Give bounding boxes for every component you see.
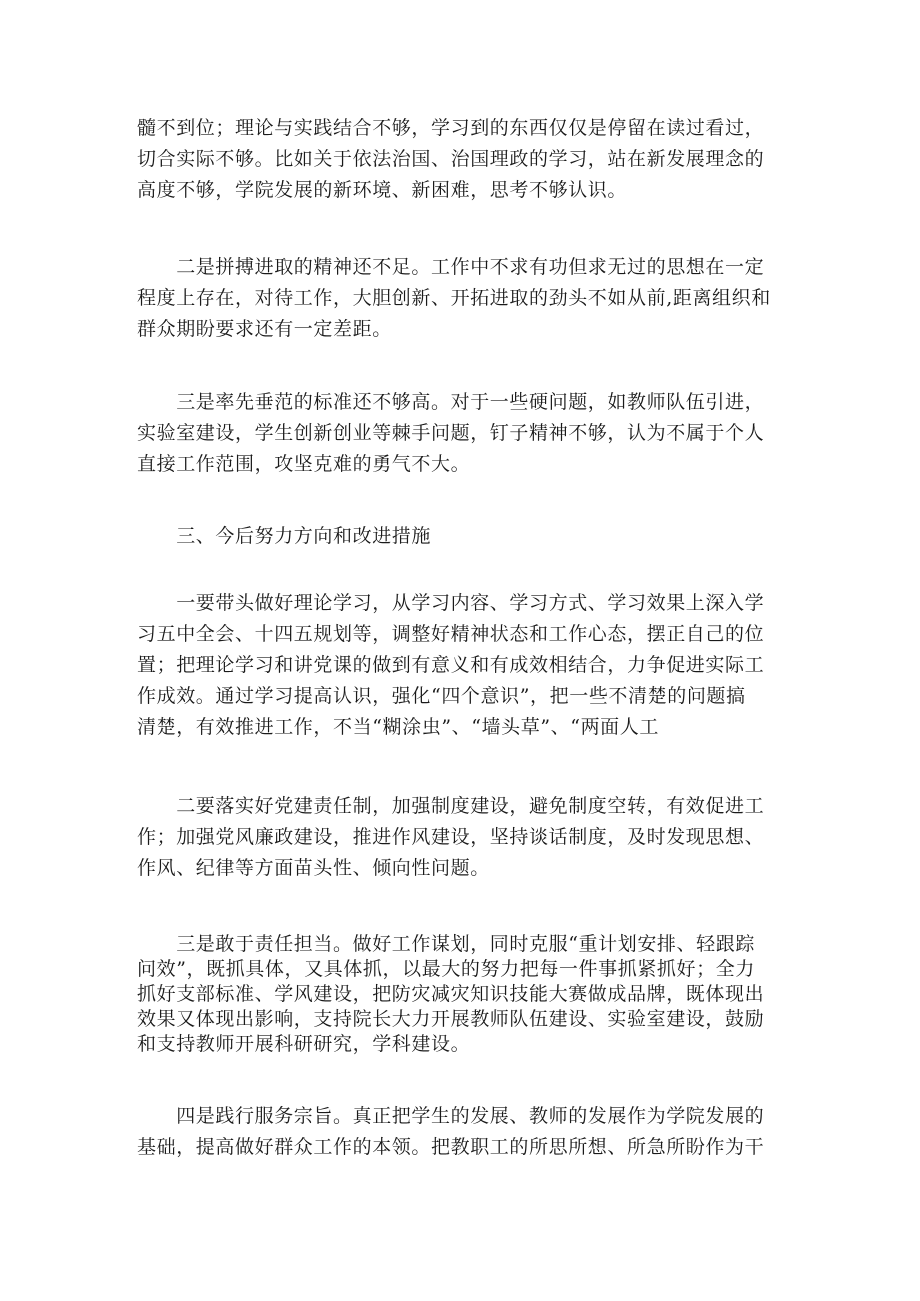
paragraph-line: 效果又体现出影响，支持院长大力开展教师队伍建设、实验室建设，鼓励 bbox=[137, 1008, 765, 1030]
paragraph-line: 切合实际不够。比如关于依法治国、治国理政的学习，站在新发展理念的 bbox=[137, 148, 765, 170]
paragraph-line: 实验室建设，学生创新创业等棘手问题，钉子精神不够，认为不属于个人 bbox=[137, 422, 765, 444]
paragraph-leading-example bbox=[137, 387, 797, 480]
paragraph-service-purpose bbox=[137, 1101, 797, 1163]
paragraph-take-responsibility bbox=[137, 932, 797, 1057]
paragraph-line: 一要带头做好理论学习，从学习内容、学习方式、学习效果上深入学 bbox=[137, 592, 765, 614]
paragraph-line: 问效”，既抓具体，又具体抓，以最大的努力把每一件事抓紧抓好；全力 bbox=[137, 958, 755, 980]
paragraph-line: 高度不够，学院发展的新环境、新困难，思考不够认识。 bbox=[137, 179, 628, 201]
paragraph-party-responsibility bbox=[137, 791, 797, 884]
paragraph-line: 作风、纪律等方面苗头性、倾向性问题。 bbox=[137, 857, 490, 879]
paragraph-line: 基础，提高做好群众工作的本领。把教职工的所思所想、所急所盼作为干 bbox=[137, 1136, 765, 1158]
paragraph-line: 抓好支部标准、学风建设，把防灾减灾知识技能大赛做成品牌，既体现出 bbox=[137, 983, 765, 1005]
paragraph-line: 二是拼搏进取的精神还不足。工作中不求有功但求无过的思想在一定 bbox=[137, 256, 765, 278]
paragraph-line: 直接工作范围，攻坚克难的勇气不大。 bbox=[137, 453, 471, 475]
paragraph-line: 群众期盼要求还有一定差距。 bbox=[137, 318, 392, 340]
paragraph-line: 二要落实好党建责任制，加强制度建设，避免制度空转，有效促进工 bbox=[137, 795, 765, 817]
paragraph-line: 作；加强党风廉政建设，推进作风建设，坚持谈话制度，及时发现思想、 bbox=[137, 826, 765, 848]
paragraph-striving-spirit bbox=[137, 252, 797, 345]
paragraph-line: 和支持教师开展科研研究，学科建设。 bbox=[137, 1033, 471, 1055]
paragraph-theory-gap bbox=[137, 113, 797, 206]
paragraph-line: 清楚，有效推进工作，不当“糊涂虫”、“墙头草”、“两面人工 bbox=[137, 716, 659, 738]
paragraph-line: 作成效。通过学习提高认识，强化“四个意识”，把一些不清楚的问题搞 bbox=[137, 685, 746, 707]
paragraph-line: 习五中全会、十四五规划等，调整好精神状态和工作心态，摆正自己的位 bbox=[137, 623, 765, 645]
paragraph-theory-study bbox=[137, 588, 797, 743]
paragraph-line: 四是践行服务宗旨。真正把学生的发展、教师的发展作为学院发展的 bbox=[137, 1105, 765, 1127]
paragraph-line: 髓不到位；理论与实践结合不够，学习到的东西仅仅是停留在读过看过， bbox=[137, 117, 765, 139]
paragraph-line: 程度上存在，对待工作，大胆创新、开拓进取的劲头不如从前,距离组织和 bbox=[137, 287, 771, 309]
paragraph-line: 三是敢于责任担当。做好工作谋划，同时克服“重计划安排、轻跟踪 bbox=[137, 933, 755, 955]
paragraph-line: 三是率先垂范的标准还不够高。对于一些硬问题，如教师队伍引进， bbox=[137, 391, 765, 413]
section-heading: 三、今后努力方向和改进措施 bbox=[137, 525, 432, 547]
paragraph-line: 置；把理论学习和讲党课的做到有意义和有成效相结合，力争促进实际工 bbox=[137, 654, 765, 676]
